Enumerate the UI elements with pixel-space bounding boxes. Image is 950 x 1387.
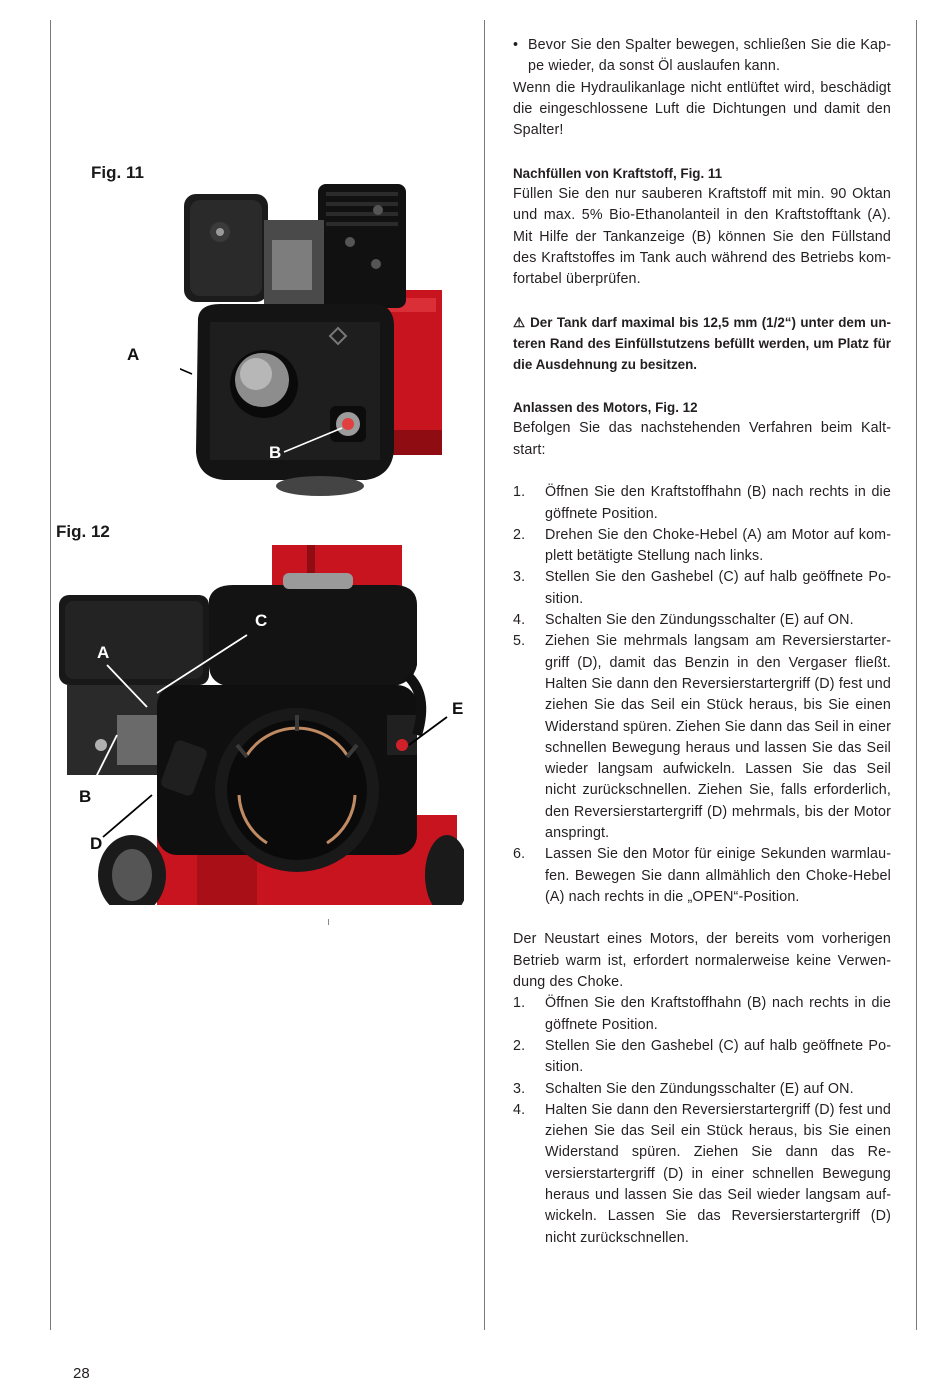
step-number: 2. — [513, 526, 526, 543]
step-number: 4. — [513, 1101, 526, 1118]
step-item — [513, 567, 891, 610]
step-number: 4. — [513, 612, 526, 629]
warm-start-intro: Der Neustart eines Motors, der bereits vom vorherigen Betrieb warm ist, erfordert normalerweise keine Verwendung des Choke. — [513, 931, 891, 991]
warning-icon: ⚠ — [513, 314, 526, 330]
step-text: Stellen Sie den Gashebel (C) auf halb geöffnete Position. — [545, 1037, 891, 1076]
step-item — [513, 525, 891, 568]
step-number: 6. — [513, 846, 526, 863]
start-intro: Befolgen Sie das nachstehenden Verfahren beim Kaltstart: — [513, 420, 891, 458]
refuel-body: Füllen Sie den nur sauberen Kraftstoff mit min. 90 Oktan und max. 5% Bio-Ethanolanteil in den Kraftstofftank (A). Mit Hilfe der Tankanzeige (B) können Sie den Füllstand des Kraftstoffes im Tank auch während des Betriebs komfortabel überprüfen. — [513, 186, 891, 288]
step-item — [513, 1036, 891, 1079]
fig11-engine-photo — [180, 180, 442, 498]
instructions-column — [513, 35, 891, 1249]
fig12-callout-b: B — [79, 787, 92, 806]
fig12-label: Fig. 12 — [56, 522, 110, 541]
hydraulic-note: Wenn die Hydraulikanlage nicht entlüftet wird, beschädigt die eingeschlossene Luft die Dichtungen und damit den Spalter! — [513, 79, 891, 139]
fig11-callout-a: A — [127, 345, 140, 364]
start-heading: Anlassen des Motors, Fig. 12 — [513, 400, 698, 416]
page-number: 28 — [73, 1365, 90, 1382]
step-number: 1. — [513, 995, 526, 1012]
step-text: Lassen Sie den Motor für einige Sekunden warmlaufen. Bewegen Sie dann allmählich den Choke-Hebel (A) nach rechts in die „OPEN“-Position. — [545, 846, 891, 905]
step-item — [513, 631, 891, 844]
fig12-engine-photo — [57, 545, 464, 905]
center-column-rule — [484, 20, 485, 1330]
step-item — [513, 1100, 891, 1249]
step-text: Schalten Sie den Zündungsschalter (E) auf ON. — [545, 612, 854, 629]
step-number: 3. — [513, 1080, 526, 1097]
step-item — [513, 482, 891, 525]
step-item — [513, 993, 891, 1036]
fig12-callout-c: C — [255, 611, 268, 630]
fig12-callout-a: A — [97, 643, 110, 662]
bullet-text: Bevor Sie den Spalter bewegen, schließen Sie die Kappe wieder, da sonst Öl auslaufen kann. — [528, 37, 891, 75]
bullet-close-cap — [513, 35, 891, 78]
step-item — [513, 610, 891, 631]
fig12-callout-d: D — [90, 834, 103, 853]
tank-warning — [513, 312, 891, 376]
step-text: Schalten Sie den Zündungsschalter (E) auf ON. — [545, 1080, 854, 1097]
step-text: Ziehen Sie mehrmals langsam am Reversierstartergriff (D), damit das Benzin in den Vergaser fließt. Halten Sie dann den Reversierstartergriff (D) fest und ziehen Sie das Seil ein Stück heraus, bis Sie einen Widerstand spüren. Ziehen Sie dann das Seil in einer schnellen Bewegung heraus und lassen Sie das Seil wieder langsam aufwickeln. Lassen Sie das Seil nicht zurückschnellen. Ziehen Sie, falls erforderlich, den Reversierstartergriff (D) mehrmals, bis der Motor anspringt. — [545, 633, 891, 841]
step-item — [513, 844, 891, 908]
step-number: 3. — [513, 569, 526, 586]
step-text: Drehen Sie den Choke-Hebel (A) am Motor auf komplett betätigte Stellung nach links. — [545, 526, 891, 565]
fig12-callout-e: E — [452, 699, 464, 718]
warm-start-steps — [513, 993, 891, 1249]
cold-start-steps — [513, 482, 891, 908]
bullet-mark: • — [513, 37, 519, 53]
step-text: Stellen Sie den Gashebel (C) auf halb geöffnete Position. — [545, 569, 891, 607]
stray-mark — [328, 919, 329, 925]
left-column-rule — [50, 20, 51, 1330]
step-number: 2. — [513, 1037, 526, 1054]
step-text: Öffnen Sie den Kraftstoffhahn (B) nach rechts in die göffnete Position. — [545, 995, 891, 1033]
right-column-rule — [916, 20, 917, 1330]
fig11-label: Fig. 11 — [91, 163, 144, 182]
step-number: 1. — [513, 484, 526, 501]
warning-text: Der Tank darf maximal bis 12,5 mm (1/2“) unter dem unteren Rand des Einfüllstutzens befüllt werden, um Platz für die Ausdehnung zu besitzen. — [513, 314, 891, 373]
refuel-heading: Nachfüllen von Kraftstoff, Fig. 11 — [513, 165, 723, 181]
step-item — [513, 1079, 891, 1100]
fig11-callout-b: B — [269, 443, 282, 462]
step-text: Halten Sie dann den Reversierstartergriff (D) fest und ziehen Sie das Seil ein Stück heraus, bis Sie einen Widerstand spüren. Ziehen Sie dann das Reversierstartergriff (D) in einer schnellen Bewegung heraus und lassen Sie das Seil wieder langsam aufwickeln. Lassen Sie das Reversierstartergriff (D) nicht zurückschnellen. — [545, 1101, 891, 1246]
step-text: Öffnen Sie den Kraftstoffhahn (B) nach rechts in die göffnete Position. — [545, 484, 891, 522]
step-number: 5. — [513, 633, 526, 650]
